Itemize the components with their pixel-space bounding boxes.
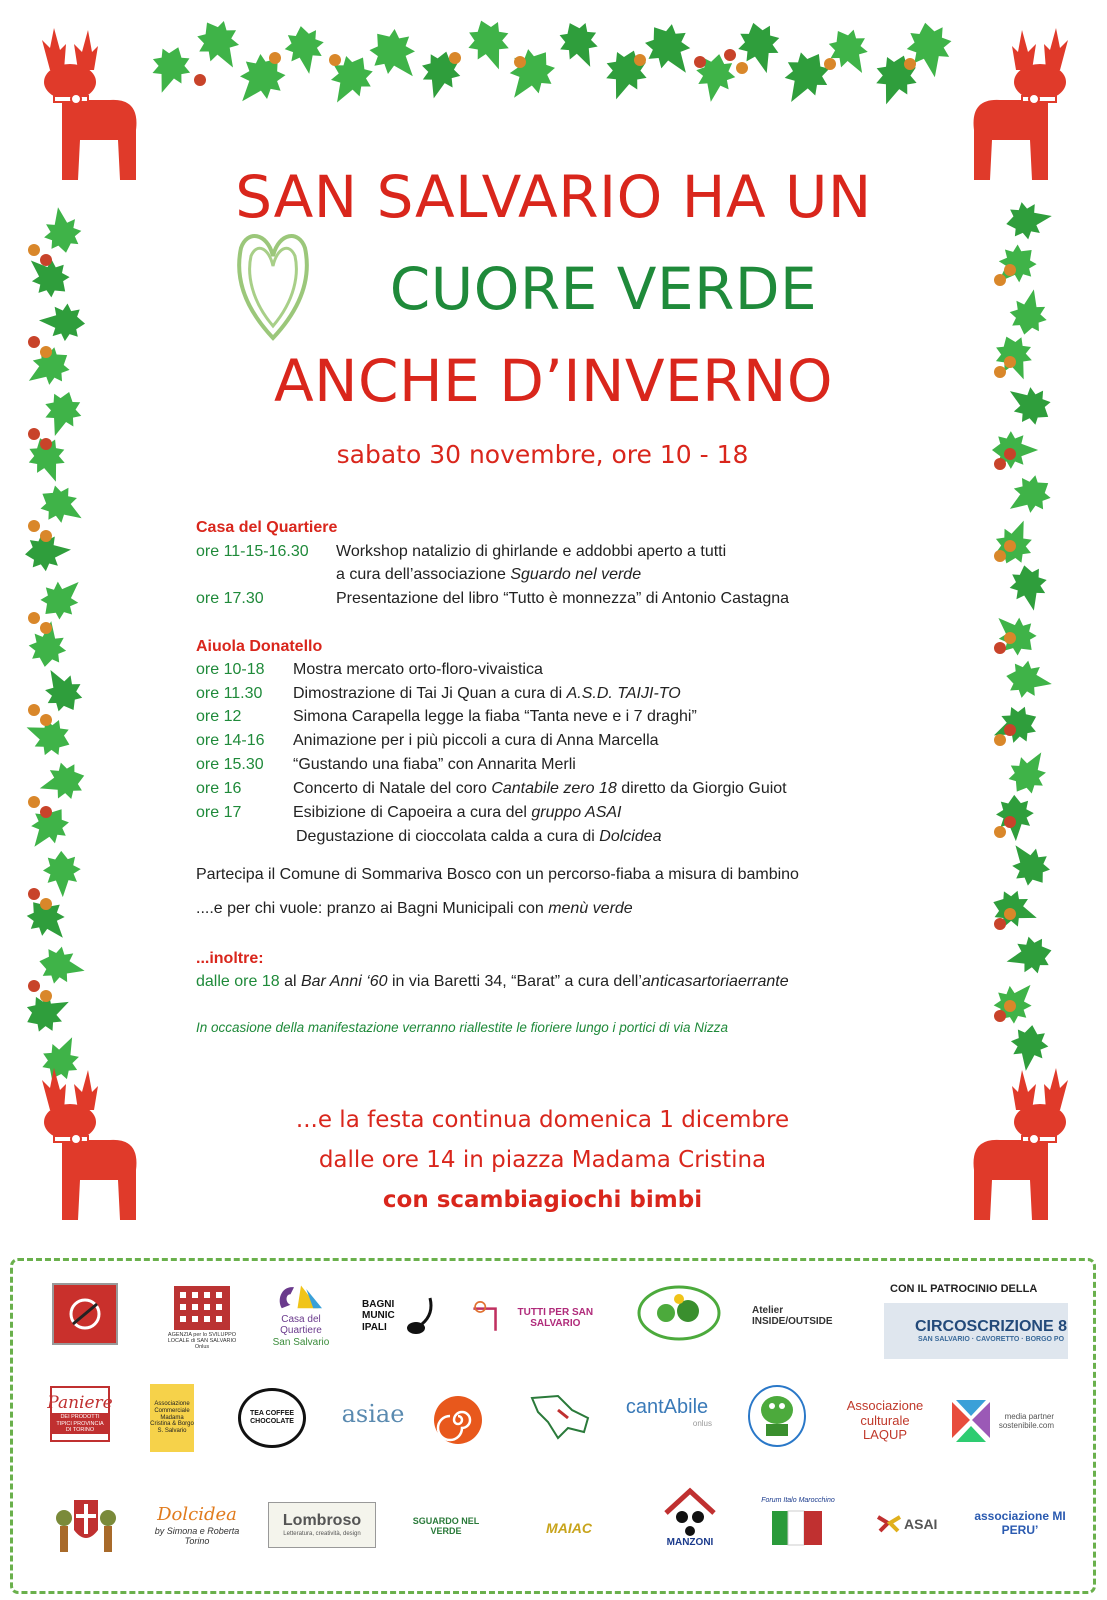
inoltre-text: dalle ore 18 al Bar Anni ‘60 in via Baretti 34, “Barat” a cura dell’anticasartoriaerrante [196,973,789,990]
holly-leaf-icon [35,1029,89,1087]
schedule-time: ore 14-16 [196,732,265,749]
holly-leaf-icon [636,14,705,85]
schedule-activity: Esibizione di Capoeira a cura del gruppo ASAI [293,804,622,821]
holly-leaf-icon [1006,561,1053,614]
reindeer-icon [974,28,1068,180]
reindeer-icon [42,28,136,180]
holly-leaf-icon [225,44,295,116]
section-heading-inoltre: ...inoltre: [196,950,264,967]
holly-leaf-icon [985,604,1044,663]
schedule-activity: Mostra mercato orto-floro-vivaistica [293,661,543,678]
schedule-time: ore 16 [196,780,242,797]
logo-lombroso: Lombroso Letteratura, creatività, design [268,1502,376,1548]
logo-laqup: Associazione culturale LAQUP [846,1397,924,1443]
berry-icon [994,1010,1006,1022]
logo-cantabile: cantAbile onlus [625,1395,712,1428]
logo-stemma-icon [50,1490,122,1562]
berry-icon [28,888,40,900]
berry-icon [194,74,206,86]
logo-forum-italo-marocchino: Forum Italo Marocchino [756,1490,840,1558]
schedule-activity: Workshop natalizio di ghirlande e addobbi aperto a tutti [336,543,727,560]
berry-icon [994,918,1006,930]
logo-spiral-icon [432,1394,484,1446]
logo-aiuola-icon [636,1283,722,1343]
berry-icon [1004,908,1016,920]
logo-manzoni: MANZONI [660,1480,720,1556]
logo-agenzia: AGENZIA per lo SVILUPPO LOCALE di SAN SALVARIO Onlus [166,1282,238,1352]
holly-leaf-icon [989,514,1041,571]
holly-leaf-icon [1003,657,1055,702]
partecipa-text: Partecipa il Comune di Sommariva Bosco con un percorso-fiaba a misura di bambino [196,866,799,883]
section-heading-aiuola: Aiuola Donatello [196,638,323,655]
holly-leaf-icon [987,884,1043,935]
berry-icon [994,642,1006,654]
schedule-time: ore 17 [196,804,242,821]
berry-icon [28,796,40,808]
logo-bagni-municipali: BAGNI MUNIC IPALI [362,1290,442,1342]
holly-leaf-icon [986,699,1044,752]
holly-leaf-icon [360,19,430,91]
holly-leaf-icon [42,850,81,897]
berry-icon [724,49,736,61]
berry-icon [28,980,40,992]
patrocinio-label: CON IL PATROCINIO DELLA [890,1283,1038,1295]
schedule-time: ore 10-18 [196,661,265,678]
berry-icon [736,62,748,74]
berry-icon [28,520,40,532]
berry-icon [1004,816,1016,828]
holly-leaf-icon [1001,742,1058,801]
logo-asiae: asiae [341,1400,405,1429]
holly-leaf-icon [986,972,1045,1032]
continua-line-2: dalle ore 14 in piazza Madama Cristina [318,1147,767,1173]
schedule-time: ore 15.30 [196,756,264,773]
berry-icon [28,704,40,716]
berry-icon [28,612,40,624]
berry-icon [514,56,526,68]
holly-leaf-icon [1007,1022,1051,1073]
title-line-1: SAN SALVARIO HA UN [235,163,872,231]
berry-icon [28,428,40,440]
berry-icon [1004,540,1016,552]
berry-icon [269,52,281,64]
logo-tea-coffee-chocolate: TEA COFFEE CHOCOLATE [238,1388,306,1448]
holly-leaf-icon [143,40,197,99]
berry-icon [694,56,706,68]
berry-icon [40,622,52,634]
berry-icon [904,58,916,70]
berry-icon [40,530,52,542]
note-fioriere: In occasione della manifestazione verranno riallestite le fioriere lungo i portici di via Nizza [196,1020,729,1035]
schedule-activity: Presentazione del libro “Tutto è monnezza” di Antonio Castagna [336,590,790,607]
schedule-time: ore 17.30 [196,590,264,607]
holly-leaf-icon [35,757,90,806]
schedule-activity: Animazione per i più piccoli a cura di Anna Marcella [293,732,659,749]
schedule-activity: “Gustando una fiaba” con Annarita Merli [293,756,576,773]
holly-leaf-icon [32,568,91,627]
logo-sguardo-nel-verde: SGUARDO NEL VERDE [412,1515,480,1536]
berry-icon [40,714,52,726]
berry-icon [1004,1000,1016,1012]
berry-icon [1004,632,1016,644]
title-line-3: ANCHE D’INVERNO [273,347,833,415]
schedule-time: ore 11-15-16.30 [196,543,309,560]
logo-tutti-per-san-salvario: TUTTI PER SAN SALVARIO [470,1290,610,1346]
holly-leaf-icon [821,21,879,83]
berry-icon [329,54,341,66]
berry-icon [449,52,461,64]
holly-leaf-icon [496,39,565,110]
holly-leaf-icon [866,48,924,111]
logo-associazione-commerciale: Associazione Commerciale Madama Cristina & Borgo S. Salvario [150,1384,194,1452]
berry-icon [824,58,836,70]
title-line-2: CUORE VERDE [389,255,818,323]
berry-icon [994,826,1006,838]
schedule-activity: Degustazione di cioccolata calda a cura di Dolcidea [296,828,662,845]
logo-circoscrizione-8: CIRCOSCRIZIONE 8 SAN SALVARIO · CAVORETTO · BORGO PO [884,1303,1068,1359]
berry-icon [994,734,1006,746]
schedule-activity: Concerto di Natale del coro Cantabile zero 18 diretto da Giorgio Guiot [293,780,787,797]
event-date: sabato 30 novembre, ore 10 - 18 [336,440,749,469]
holly-leaf-icon [34,661,90,720]
schedule-activity: a cura dell’associazione Sguardo nel verde [336,566,642,583]
logo-dolcidea: Dolcidea by Simona e Roberta Torino [154,1504,240,1547]
logo-atelier: Atelier INSIDE/OUTSIDE [752,1304,833,1327]
holly-leaf-icon [319,47,382,113]
berry-icon [40,806,52,818]
logo-mi-peru: associazione MI PERU’ [974,1509,1066,1537]
berry-icon [994,550,1006,562]
pranzo-text: ....e per chi vuole: pranzo ai Bagni Municipali con menù verde [196,900,633,917]
berry-icon [1004,724,1016,736]
logo-casa-quartiere: Casa del Quartiere San Salvario [262,1282,340,1348]
logo-maiac: MAIAC [546,1519,592,1536]
holly-leaf-icon [461,13,519,76]
holly-leaf-icon [552,15,608,76]
holly-leaf-icon [35,943,88,990]
schedule-time: ore 11.30 [196,685,263,702]
logo-raccolta-icon [52,1283,118,1345]
holly-leaf-icon [1002,932,1056,980]
holly-leaf-icon [999,467,1058,524]
holly-leaf-icon [32,478,91,535]
section-heading-casa: Casa del Quartiere [196,519,338,536]
continua-line-3: con scambiagiochi bimbi [382,1187,703,1213]
logo-sostenibile: media partner sostenibile.com [948,1394,1058,1448]
schedule-activity: Dimostrazione di Tai Ji Quan a cura di A.S.D. TAIJI-TO [293,685,681,702]
logo-asai: ASAI [874,1500,946,1548]
holly-leaf-icon [596,43,654,106]
berry-icon [40,898,52,910]
logo-paniere: Paniere DEI PRODOTTI TIPICI PROVINCIA DI TORINO [50,1386,110,1442]
holly-leaf-icon [1000,834,1058,894]
holly-leaf-icon [189,12,252,78]
berry-icon [40,990,52,1002]
schedule-time: ore 12 [196,708,242,725]
logo-mexico-map-icon [526,1386,596,1452]
berry-icon [634,54,646,66]
schedule-activity: Simona Carapella legge la fiaba “Tanta neve e i 7 draghi” [293,708,697,725]
logo-dragon-icon [744,1380,810,1448]
berry-icon [28,336,40,348]
holly-leaf-icon [281,23,328,78]
holly-leaf-icon [771,43,838,114]
berry-icon [28,244,40,256]
continua-line-1: ...e la festa continua domenica 1 dicembre [295,1107,790,1133]
